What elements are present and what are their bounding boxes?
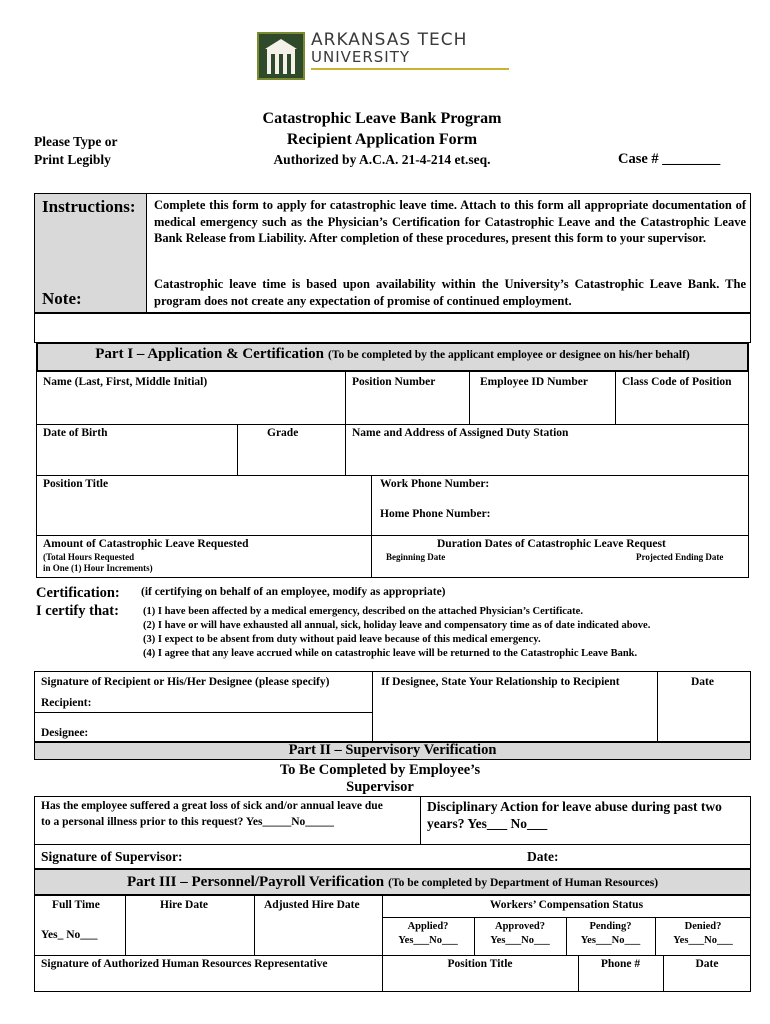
- signature-date-field[interactable]: Date: [691, 676, 714, 688]
- designee-signature-field[interactable]: Designee:: [41, 727, 89, 739]
- blank-row: [34, 313, 751, 343]
- part3-subtitle: (To be completed by Department of Human Resources): [388, 877, 659, 889]
- ending-date-field[interactable]: Projected Ending Date: [636, 552, 724, 562]
- part1-title: Part I – Application & Certification: [95, 346, 324, 362]
- denied-label: Denied?: [684, 921, 722, 932]
- pending-yes-no[interactable]: Yes___No___: [580, 935, 641, 946]
- seal-icon: [257, 32, 305, 80]
- beginning-date-field[interactable]: Beginning Date: [386, 552, 446, 562]
- certification-note: (if certifying on behalf of an employee, modify as appropriate): [141, 586, 446, 598]
- position-number-field[interactable]: Position Number: [352, 376, 436, 388]
- instructions-label: Instructions:: [42, 197, 136, 216]
- signature-recipient-label: Signature of Recipient or His/Her Designee (please specify): [41, 676, 330, 688]
- applied-yes-no[interactable]: Yes___No___: [398, 935, 458, 946]
- sick-leave-question-b[interactable]: to a personal illness prior to this request? Yes_____No_____: [41, 816, 335, 828]
- part2-sub1: To Be Completed by Employee’s: [279, 762, 481, 778]
- disciplinary-question-a: Disciplinary Action for leave abuse during past two: [427, 799, 722, 814]
- full-time-yes-no[interactable]: Yes_ No___: [41, 929, 98, 941]
- certify-label: I certify that:: [36, 603, 119, 619]
- disciplinary-question-b[interactable]: years? Yes___ No___: [427, 816, 548, 831]
- adjusted-hire-date-field[interactable]: Adjusted Hire Date: [264, 899, 360, 911]
- designee-relationship-field[interactable]: If Designee, State Your Relationship to Recipient: [381, 676, 620, 688]
- position-title-field[interactable]: Position Title: [43, 478, 109, 490]
- supervisor-signature-field[interactable]: Signature of Supervisor:: [41, 849, 183, 864]
- amount-sub2: in One (1) Hour Increments): [43, 563, 153, 573]
- logo-bar: [311, 68, 509, 70]
- pending-label: Pending?: [589, 921, 632, 932]
- hire-date-field[interactable]: Hire Date: [160, 899, 209, 911]
- class-code-field[interactable]: Class Code of Position: [622, 376, 732, 388]
- logo-line2: UNIVERSITY: [311, 48, 411, 66]
- sick-leave-question-a: Has the employee suffered a great loss of sick and/or annual leave due: [41, 800, 383, 812]
- cert-item-1: (1) I have been affected by a medical emergency, described on the attached Physician’s Certificate.: [143, 606, 583, 617]
- applied-label: Applied?: [407, 921, 449, 932]
- recipient-signature-field[interactable]: Recipient:: [41, 697, 92, 709]
- approved-yes-no[interactable]: Yes___No___: [490, 935, 550, 946]
- case-number-field[interactable]: Case # ________: [618, 151, 721, 167]
- logo-line1: ARKANSAS TECH: [311, 30, 468, 50]
- denied-yes-no[interactable]: Yes___No___: [673, 935, 733, 946]
- hr-date-field[interactable]: Date: [695, 958, 719, 970]
- hr-position-title-field[interactable]: Position Title: [447, 958, 513, 970]
- full-time-label: Full Time: [52, 899, 100, 911]
- form-title-1: Catastrophic Leave Bank Program: [262, 110, 502, 127]
- workers-comp-label: Workers’ Compensation Status: [489, 899, 644, 911]
- authorized-text: Authorized by A.C.A. 21-4-214 et.seq.: [273, 152, 491, 167]
- part2-title: Part II – Supervisory Verification: [288, 742, 497, 758]
- employee-id-field[interactable]: Employee ID Number: [480, 376, 588, 388]
- please-type-text: Please Type or: [34, 134, 118, 149]
- name-field[interactable]: Name (Last, First, Middle Initial): [43, 376, 208, 388]
- hr-signature-field[interactable]: Signature of Authorized Human Resources Representative: [41, 958, 328, 970]
- dob-field[interactable]: Date of Birth: [43, 427, 108, 439]
- certification-label: Certification:: [36, 585, 120, 601]
- duty-station-field[interactable]: Name and Address of Assigned Duty Station: [352, 427, 569, 439]
- amount-sub1: (Total Hours Requested: [43, 552, 135, 562]
- amount-requested-field[interactable]: Amount of Catastrophic Leave Requested: [43, 538, 249, 550]
- part1-subtitle: (To be completed by the applicant employee or designee on his/her behalf): [328, 349, 690, 361]
- home-phone-field[interactable]: Home Phone Number:: [380, 508, 491, 520]
- part2-sub2: Supervisor: [346, 779, 414, 795]
- part3-title: Part III – Personnel/Payroll Verification: [126, 874, 385, 890]
- university-logo: [257, 28, 512, 84]
- form-title-2: Recipient Application Form: [286, 131, 478, 148]
- cert-item-3: (3) I expect to be absent from duty without paid leave because of this medical emergency.: [143, 634, 541, 645]
- instructions-text: Complete this form to apply for catastrophic leave time. Attach to this form all appropriate documentation of medical emergency such as the Physician’s Certification for Catastrophic Leave and the Catastrophic Leave Bank Release from Liability. After completion of these procedures, present this form to your supervisor.: [154, 198, 746, 245]
- supervisor-date-field[interactable]: Date:: [527, 849, 559, 864]
- cert-item-2: (2) I have or will have exhausted all annual, sick, holiday leave and compensatory time as of date indicated above.: [143, 620, 651, 631]
- duration-label: Duration Dates of Catastrophic Leave Request: [437, 538, 666, 550]
- note-label: Note:: [42, 289, 82, 308]
- work-phone-field[interactable]: Work Phone Number:: [380, 478, 490, 490]
- hr-phone-field[interactable]: Phone #: [600, 958, 641, 970]
- cert-item-4: (4) I agree that any leave accrued while on catastrophic leave will be returned to the Catastrophic Leave Bank.: [143, 648, 638, 659]
- print-legibly-text: Print Legibly: [34, 152, 111, 167]
- grade-field[interactable]: Grade: [267, 427, 299, 439]
- approved-label: Approved?: [495, 921, 545, 932]
- note-text: Catastrophic leave time is based upon availability within the University’s Catastrophic Leave Bank. The program does not create any expectation of promise of continued employment.: [154, 277, 746, 308]
